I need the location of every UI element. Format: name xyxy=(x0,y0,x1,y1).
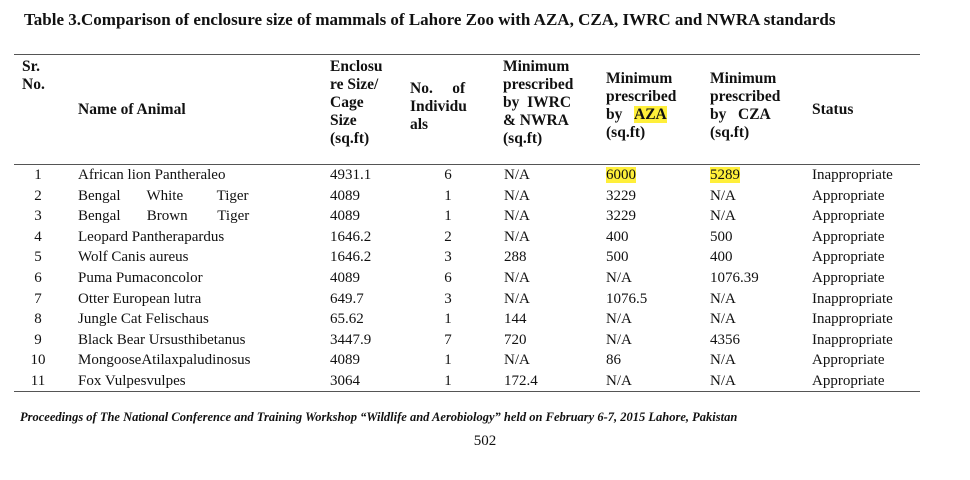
table-title: Table 3.Comparison of enclosure size of mammals of Lahore Zoo with AZA, CZA, IWRC and NWRA standards xyxy=(24,10,836,29)
cell-cza xyxy=(710,165,800,185)
page-number: 502 xyxy=(473,433,497,449)
cell-individuals: 3 xyxy=(444,290,452,307)
cell-iwrc: N/A xyxy=(504,352,530,369)
cell-name: African lion Pantheraleo xyxy=(78,167,226,183)
cell-status: Appropriate xyxy=(812,187,885,204)
cell-individuals: 6 xyxy=(444,167,452,183)
cell-status: Appropriate xyxy=(812,228,885,245)
cell-enclosure: 65.62 xyxy=(330,311,364,328)
cell-iwrc: 172.4 xyxy=(504,373,538,389)
cell-cza: 1076.39 xyxy=(710,270,759,286)
cell-sr: 3 xyxy=(34,208,42,225)
header-status: Status xyxy=(812,101,854,118)
cell-individuals: 6 xyxy=(444,270,452,286)
cell-iwrc: N/A xyxy=(504,228,530,245)
header-aza: Minimum prescribed by AZA (sq.ft) xyxy=(606,70,677,141)
cell-enclosure: 4089 xyxy=(330,208,360,225)
cell-aza: 500 xyxy=(606,249,629,266)
cell-enclosure: 3064 xyxy=(330,373,360,389)
cell-cza: N/A xyxy=(710,311,736,328)
cell-status: Inappropriate xyxy=(812,331,893,348)
cell-iwrc: N/A xyxy=(504,167,530,183)
header-cza: Minimum prescribed by CZA (sq.ft) xyxy=(710,70,781,141)
cell-iwrc: 720 xyxy=(504,331,527,348)
cell-aza: N/A xyxy=(606,311,632,328)
cell-cza: N/A xyxy=(710,187,736,204)
cell-enclosure: 1646.2 xyxy=(330,249,372,266)
cell-individuals: 1 xyxy=(444,311,452,328)
cell-sr: 6 xyxy=(34,270,42,286)
cell-iwrc: 288 xyxy=(504,249,527,266)
cell-aza: 1076.5 xyxy=(606,290,648,307)
cell-name: Fox Vulpesvulpes xyxy=(78,373,186,389)
cell-cza: 4356 xyxy=(710,331,740,348)
cell-individuals: 2 xyxy=(444,228,452,245)
header-name: Name of Animal xyxy=(78,101,186,118)
cell-status: Appropriate xyxy=(812,208,885,225)
cell-sr: 2 xyxy=(34,187,42,204)
cell-enclosure: 4089 xyxy=(330,270,360,286)
cell-sr: 10 xyxy=(30,352,46,369)
cell-status: Inappropriate xyxy=(812,290,893,307)
cell-aza: 3229 xyxy=(606,187,636,204)
highlighted-value: 6000 xyxy=(606,167,636,183)
cell-aza: N/A xyxy=(606,331,632,348)
cell-sr: 9 xyxy=(34,331,42,348)
cell-status: Inappropriate xyxy=(812,167,893,183)
cell-name: Black Bear Ursusthibetanus xyxy=(78,331,246,348)
cell-individuals: 3 xyxy=(444,249,452,266)
cell-aza: N/A xyxy=(606,373,632,389)
cell-individuals: 1 xyxy=(444,352,452,369)
cell-iwrc: 144 xyxy=(504,311,527,328)
cell-iwrc: N/A xyxy=(504,208,530,225)
cell-individuals: 1 xyxy=(444,373,452,389)
cell-name: MongooseAtilaxpaludinosus xyxy=(78,352,251,369)
cell-name: Leopard Pantherapardus xyxy=(78,228,225,245)
aza-highlight: AZA xyxy=(634,106,667,123)
cell-name: Jungle Cat Felischaus xyxy=(78,311,209,328)
cell-individuals: 1 xyxy=(444,187,452,204)
cell-sr: 1 xyxy=(34,167,42,183)
cell-individuals: 1 xyxy=(444,208,452,225)
cell-name: Bengal White Tiger xyxy=(78,187,249,204)
cell-enclosure: 4089 xyxy=(330,352,360,369)
cell-name: Otter European lutra xyxy=(78,290,202,307)
cell-status: Inappropriate xyxy=(812,311,893,328)
cell-iwrc: N/A xyxy=(504,270,530,286)
cell-cza: 500 xyxy=(710,228,733,245)
cell-individuals: 7 xyxy=(444,331,452,348)
cell-cza: N/A xyxy=(710,290,736,307)
proceedings-footer: Proceedings of The National Conference and Training Workshop “Wildlife and Aerobiology” held on February 6-7, 2015 Lahore, Pakistan xyxy=(20,410,738,424)
cell-aza: 86 xyxy=(606,352,621,369)
cell-enclosure: 4931.1 xyxy=(330,167,372,183)
cell-cza: 400 xyxy=(710,249,733,266)
cell-sr: 11 xyxy=(30,373,46,389)
cell-sr: 7 xyxy=(34,290,42,307)
cell-aza xyxy=(606,165,686,185)
cell-status: Appropriate xyxy=(812,249,885,266)
highlighted-value: 5289 xyxy=(710,167,740,183)
cell-cza: N/A xyxy=(710,208,736,225)
cell-sr: 4 xyxy=(34,228,42,245)
table-bottom-rule xyxy=(14,391,920,392)
cell-enclosure: 3447.9 xyxy=(330,331,372,348)
cell-enclosure: 4089 xyxy=(330,187,360,204)
cell-aza: 400 xyxy=(606,228,629,245)
cell-cza: N/A xyxy=(710,373,736,389)
cell-aza: N/A xyxy=(606,270,632,286)
cell-name: Wolf Canis aureus xyxy=(78,249,189,266)
cell-iwrc: N/A xyxy=(504,187,530,204)
cell-sr: 8 xyxy=(34,311,42,328)
cell-enclosure: 649.7 xyxy=(330,290,364,307)
cell-cza: N/A xyxy=(710,352,736,369)
cell-name: Puma Pumaconcolor xyxy=(78,270,203,286)
cell-sr: 5 xyxy=(34,249,42,266)
table-top-rule xyxy=(14,54,920,55)
header-enclosure-size: Enclosu re Size/ Cage Size (sq.ft) xyxy=(330,58,383,147)
cell-aza: 3229 xyxy=(606,208,636,225)
header-sr: Sr. No. xyxy=(22,58,45,93)
cell-name: Bengal Brown Tiger xyxy=(78,208,250,225)
cell-status: Appropriate xyxy=(812,270,885,286)
header-individuals: No. of Individu als xyxy=(410,80,467,133)
cell-iwrc: N/A xyxy=(504,290,530,307)
header-iwrc-nwra: Minimum prescribed by IWRC & NWRA (sq.ft) xyxy=(503,58,574,147)
cell-enclosure: 1646.2 xyxy=(330,228,372,245)
cell-status: Appropriate xyxy=(812,373,885,389)
cell-status: Appropriate xyxy=(812,352,885,369)
